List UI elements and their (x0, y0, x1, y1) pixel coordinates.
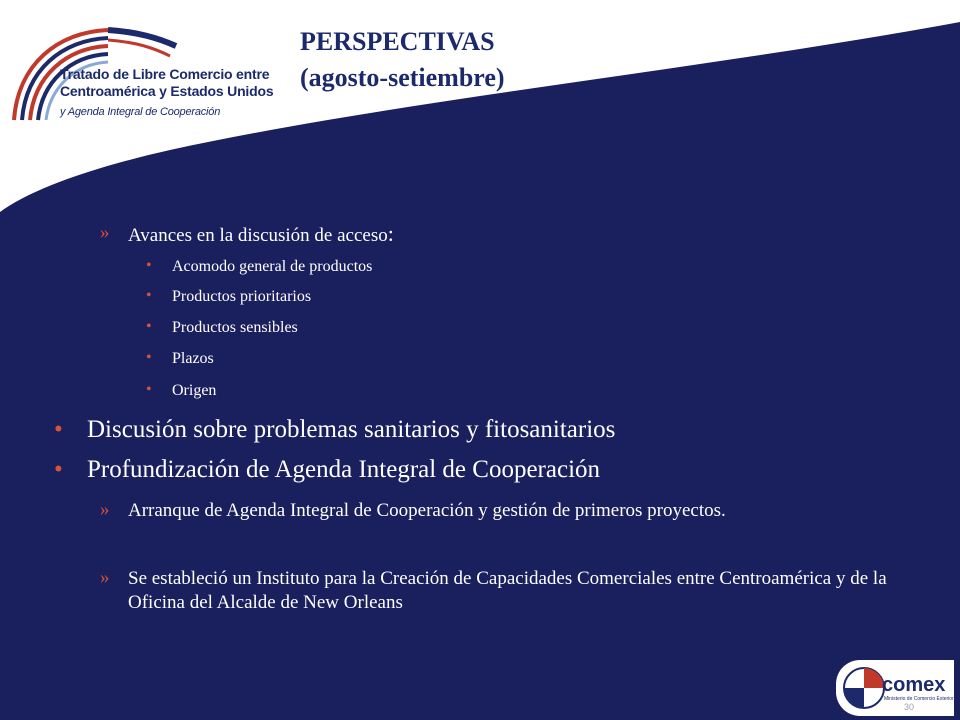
comex-brand: comex (882, 674, 946, 696)
bullet-arranque-text: Arranque de Agenda Integral de Cooperación y gestión de primeros proyectos. (128, 500, 726, 521)
bullet-profundizacion-text: Profundización de Agenda Integral de Cooperación (87, 456, 601, 483)
tlc-logo (8, 24, 274, 124)
logo-line-3: y Agenda Integral de Cooperación (60, 106, 221, 118)
title-line-2: (agosto-setiembre) (300, 63, 505, 92)
comex-subtitle: Ministerio de Comercio Exterior (884, 696, 954, 702)
chevron-marker-icon: » (100, 567, 110, 588)
sub-bullet-4-text: Plazos (172, 350, 214, 367)
logo-line-1: Tratado de Libre Comercio entre (60, 66, 270, 82)
page-number: 30 (904, 702, 915, 712)
dot-marker-icon: • (146, 287, 152, 304)
bullet-avances-text: Avances en la discusión de acceso (128, 225, 388, 246)
logo-line-2: Centroamérica y Estados Unidos (60, 83, 274, 99)
dot-marker-icon: • (146, 318, 152, 335)
title-line-1: PERSPECTIVAS (300, 27, 495, 56)
panama-flag-icon (842, 666, 886, 710)
dot-marker-icon: • (54, 456, 63, 483)
dot-marker-icon: • (54, 416, 63, 443)
comex-logo (836, 660, 954, 716)
sub-bullet-5-text: Origen (172, 382, 217, 399)
sub-bullet-3-text: Productos sensibles (172, 319, 298, 336)
chevron-marker-icon: » (100, 499, 110, 520)
sub-bullet-1-text: Acomodo general de productos (172, 258, 373, 275)
dot-marker-icon: • (146, 381, 152, 398)
chevron-marker-icon: » (100, 222, 110, 243)
dot-marker-icon: • (146, 257, 152, 274)
sub-bullet-2-text: Productos prioritarios (172, 288, 312, 305)
dot-marker-icon: • (146, 349, 152, 366)
bullet-instituto-text: Se estableció un Instituto para la Creación de Capacidades Comerciales entre Centroamérica y de la Oficina del Alcalde de New Orleans (128, 568, 887, 613)
bullet-avances-colon: : (387, 221, 394, 246)
bullet-discusion-text: Discusión sobre problemas sanitarios y fitosanitarios (87, 416, 616, 443)
slide-title (300, 24, 505, 96)
